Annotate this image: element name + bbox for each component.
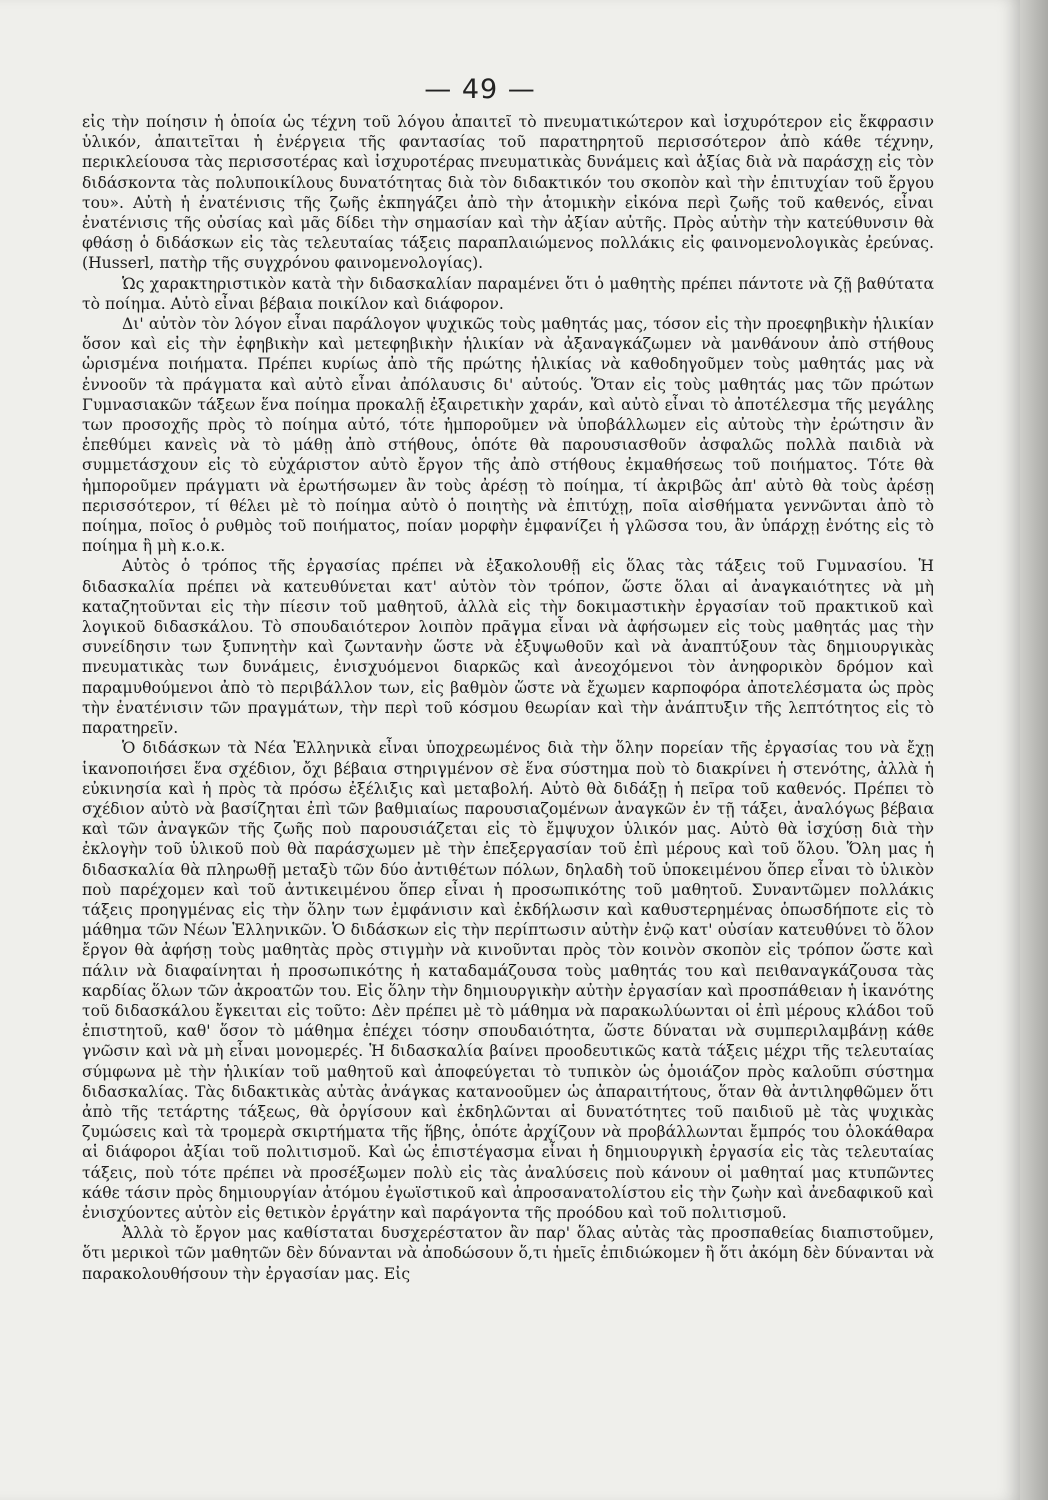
paragraph-5: Ὁ διδάσκων τὰ Νέα Ἑλληνικὰ εἶναι ὑποχρεωμένος διὰ τὴν ὅλην πορείαν τῆς ἐργασίας του νὰ ἔχῃ ἱκανοποιήσει ἕνα σχέδιον, ὄχι βέβαια στηριγμένον σὲ ἕνα σύστημα ποὺ τὸ διακρίνει ἡ στενότης, ἀλλὰ ἡ εὐκινησία καὶ ἡ πρὸς τὰ πρόσω ἐξέλιξις καὶ μεταβολή. Αὐτὸ θὰ διδάξῃ ἡ πεῖρα τοῦ καθενός. Πρέπει τὸ σχέδιον αὐτὸ νὰ βασίζηται ἐπὶ τῶν βαθμιαίως παρουσιαζομένων ἀναγκῶν ἐν τῇ τάξει, ἀναλόγως βέβαια καὶ τῶν ἀναγκῶν τῆς ζωῆς ποὺ παρουσιάζεται εἰς τὸ ἔμψυχον ὑλικόν μας. Αὐτὸ θὰ ἰσχύσῃ διὰ τὴν ἐκλογὴν τοῦ ὑλικοῦ ποὺ θὰ παράσχωμεν μὲ τὴν ἐπεξεργασίαν τοῦ ἐπὶ μέρους καὶ τοῦ ὅλου. Ὅλη μας ἡ διδασκαλία θὰ πληρωθῇ μεταξὺ τῶν δύο ἀντιθέτων πόλων, δηλαδὴ τοῦ ὑποκειμένου ὅπερ εἶναι τὸ ὑλικὸν ποὺ παρέχομεν καὶ τοῦ ἀντικειμένου ὅπερ εἶναι ἡ προσωπικότης τοῦ μαθητοῦ. Συναντῶμεν πολλάκις τάξεις προηγμένας εἰς τὴν ὅλην των ἐμφάνισιν καὶ ἐκδήλωσιν καὶ καθυστερημένας ὁπωσδήποτε εἰς τὸ μάθημα τῶν Νέων Ἑλληνικῶν. Ὁ διδάσκων εἰς τὴν περίπτωσιν αὐτὴν ἐνῷ κατ' οὐσίαν κατευθύνει τὸ ὅλον ἔργον θὰ ἀφήσῃ τοὺς μαθητὰς πρὸς στιγμὴν νὰ κινοῦνται πρὸς τὸν κοινὸν σκοπὸν εἰς τρόπον ὥστε καὶ πάλιν νὰ διαφαίνηται ἡ προσωπικότης ἡ καταδαμάζουσα τοὺς μαθητάς του καὶ πειθαναγκάζουσα τὰς καρδίας ὅλων τῶν ἀκροατῶν του. Εἰς ὅλην τὴν δημιουργικὴν αὐτὴν ἐργασίαν καὶ προσπάθειαν ἡ ἱκανότης τοῦ διδασκάλου ἔγκειται εἰς τοῦτο: Δὲν πρέπει μὲ τὸ μάθημα νὰ παρακωλύωνται οἱ ἐπὶ μέρους κλάδοι τοῦ ἐπιστητοῦ, καθ' ὅσον τὸ μάθημα ἐπέχει τόσην σπουδαιότητα, ὥστε δύναται νὰ συμπεριλαμβάνῃ κάθε γνῶσιν καὶ νὰ μὴ εἶναι μονομερές. Ἡ διδασκαλία βαίνει προοδευτικῶς κατὰ τάξεις μέχρι τῆς τελευταίας σύμφωνα μὲ τὴν ἡλικίαν τοῦ μαθητοῦ καὶ ἀποφεύγεται τὸ τυπικὸν ὡς ὁμοιάζον πρὸς καλοῦπι σύστημα διδασκαλίας. Τὰς διδακτικὰς αὐτὰς ἀνάγκας κατανοοῦμεν ὡς ἀπαραιτήτους, ὅταν θὰ ἀντιληφθῶμεν ὅτι ἀπὸ τῆς τετάρτης τάξεως, θὰ ὀργίσουν καὶ ἐκδηλῶνται αἱ δυνατότητες τοῦ παιδιοῦ μὲ τὰς ψυχικὰς ζυμώσεις καὶ τὰ τρομερὰ σκιρτήματα τῆς ἥβης, ὁπότε ἀρχίζουν νὰ προβάλλωνται ἔμπρός του ὁλοκάθαρα αἱ διάφοροι ἀξίαι τοῦ πολιτισμοῦ. Καὶ ὡς ἐπιστέγασμα εἶναι ἡ δημιουργικὴ ἐργασία εἰς τὰς τελευταίας τάξεις, ποὺ τότε πρέπει νὰ προσέξωμεν πολὺ εἰς τὰς ἀναλύσεις ποὺ κάνουν οἱ μαθηταί μας κτυπῶντες κάθε τάσιν πρὸς δημιουργίαν ἀτόμου ἐγωϊστικοῦ καὶ ἀπροσανατολίστου εἰς τὴν ζωὴν καὶ ἀνεδαφικοῦ καὶ ἐνισχύοντες αὐτὸν εἰς θετικὸν ἐργάτην καὶ παράγοντα τῆς προόδου καὶ τοῦ πολιτισμοῦ. [82,739,934,1222]
paragraph-2: Ὡς χαρακτηριστικὸν κατὰ τὴν διδασκαλίαν παραμένει ὅτι ὁ μαθητὴς πρέπει πάντοτε νὰ ζῇ βαθύτατα τὸ ποίημα. Αὐτὸ εἶναι βέβαια ποικίλον καὶ διάφορον. [82,274,934,313]
paragraph-1: εἰς τὴν ποίησιν ἡ ὁποία ὡς τέχνη τοῦ λόγου ἀπαιτεῖ τὸ πνευματικώτερον καὶ ἰσχυρότερον εἰς ἔκφρασιν ὑλικόν, ἀπαιτεῖται ἡ ἐνέργεια τῆς φαντασίας τοῦ παρατηρητοῦ περισσότερον ἀπὸ κάθε τέχνην, περικλείουσα τὰς περισσοτέρας καὶ ἰσχυροτέρας πνευματικὰς δυνάμεις καὶ ἀξίας διὰ νὰ παράσχῃ εἰς τὸν διδάσκοντα τὰς πολυποικίλους δυνατότητας διὰ τὸν διδακτικόν του σκοπὸν καὶ τὴν ἐπιτυχίαν τοῦ ἔργου του». Αὐτὴ ἡ ἐνατένισις τῆς ζωῆς ἐκπηγάζει ἀπὸ τὴν ἀτομικὴν εἰκόνα περὶ ζωῆς τοῦ καθενός, εἶναι ἐνατένισις τῆς οὐσίας καὶ μᾶς δίδει τὴν σημασίαν καὶ τὴν ἀξίαν αὐτῆς. Πρὸς αὐτὴν τὴν κατεύθυνσιν θὰ φθάσῃ ὁ διδάσκων εἰς τὰς τελευταίας τάξεις παραπλαιώμενος πολλάκις εἰς φαινομενολογικὰς ἐρεύνας. (Husserl, πατὴρ τῆς συγχρόνου φαινομενολογίας). [82,113,934,273]
paragraph-6: Ἀλλὰ τὸ ἔργον μας καθίσταται δυσχερέστατον ἂν παρ' ὅλας αὐτὰς τὰς προσπαθείας διαπιστοῦμεν, ὅτι μερικοὶ τῶν μαθητῶν δὲν δύνανται νὰ ἀποδώσουν ὅ,τι ἡμεῖς ἐπιδιώκομεν ἢ ὅτι ἀκόμη δὲν δύνανται νὰ παρακολουθήσουν τὴν ἐργασίαν μας. Εἰς [82,1224,934,1283]
paragraph-4: Αὐτὸς ὁ τρόπος τῆς ἐργασίας πρέπει νὰ ἐξακολουθῇ εἰς ὅλας τὰς τάξεις τοῦ Γυμνασίου. Ἡ διδασκαλία πρέπει νὰ κατευθύνεται κατ' αὐτὸν τὸν τρόπον, ὥστε ὅλαι αἱ ἀναγκαιότητες νὰ μὴ καταζητοῦνται εἰς τὴν πίεσιν τοῦ μαθητοῦ, ἀλλὰ εἰς τὴν δοκιμαστικὴν ἐργασίαν τοῦ πρακτικοῦ καὶ λογικοῦ διδασκάλου. Τὸ σπουδαιότερον λοιπὸν πρᾶγμα εἶναι νὰ ἀφήσωμεν εἰς τοὺς μαθητάς μας τὴν συνείδησιν των ξυπνητὴν καὶ ζωντανὴν ὥστε νὰ ἐξυψωθοῦν καὶ νὰ ἀναπτύξουν τὰς δημιουργικὰς πνευματικὰς των δυνάμεις, ἐνισχυόμενοι διαρκῶς καὶ ἀνεοχόμενοι τὸν ἀνηφορικὸν δρόμον καὶ παραμυθούμενοι ἀπὸ τὸ περιβάλλον των, εἰς βαθμὸν ὥστε νὰ ἔχωμεν καρποφόρα ἀποτελέσματα ὡς πρὸς τὴν ἐνατένισιν τῶν πραγμάτων, τὴν περὶ τοῦ κόσμου θεωρίαν καὶ τὴν ἀνάπτυξιν τῆς λεπτότητος εἰς τὸ παρατηρεῖν. [82,557,934,738]
paragraph-3: Δι' αὐτὸν τὸν λόγον εἶναι παράλογον ψυχικῶς τοὺς μαθητάς μας, τόσον εἰς τὴν προεφηβικὴν ἡλικίαν ὅσον καὶ εἰς τὴν ἐφηβικὴν καὶ μετεφηβικὴν ἡλικίαν νὰ ἀξαναγκάζωμεν νὰ μανθάνουν ἀπὸ στήθους ὡρισμένα ποιήματα. Πρέπει κυρίως ἀπὸ τῆς πρώτης ἡλικίας νὰ καθοδηγοῦμεν τοὺς μαθητάς μας νὰ ἐννοοῦν τὰ πράγματα καὶ αὐτὸ εἶναι ἀπόλαυσις δι' αὐτούς. Ὅταν εἰς τοὺς μαθητάς μας τῶν πρώτων Γυμνασιακῶν τάξεων ἕνα ποίημα προκαλῇ ἐξαιρετικὴν χαράν, καὶ αὐτὸ εἶναι τὸ ἀποτέλεσμα τῆς μεγάλης των προσοχῆς πρὸς τὸ ποίημα αὐτό, τότε ἠμποροῦμεν νὰ ὑποβάλλωμεν εἰς αὐτοὺς τὴν ἐρώτησιν ἂν ἐπεθύμει κανεὶς νὰ τὸ μάθῃ ἀπὸ στήθους, ὁπότε θὰ παρουσιασθοῦν ἀσφαλῶς πολλὰ παιδιὰ νὰ συμμετάσχουν εἰς τὸ εὐχάριστον αὐτὸ ἔργον τῆς ἀπὸ στήθους ἐκμαθήσεως τοῦ ποιήματος. Τότε θὰ ἠμποροῦμεν πράγματι νὰ ἐρωτήσωμεν ἂν τοὺς ἀρέσῃ τὸ ποίημα, τί ἀκριβῶς ἀπ' αὐτὸ θὰ τοὺς ἀρέσῃ περισσότερον, τί θέλει μὲ τὸ ποίημα αὐτὸ ὁ ποιητὴς νὰ ἐπιτύχῃ, ποῖα αἰσθήματα γεννῶνται ἀπὸ τὸ ποίημα, ποῖος ὁ ρυθμὸς τοῦ ποιήματος, ποίαν μορφὴν ἐμφανίζει ἡ γλῶσσα του, ἂν ὑπάρχῃ ἑνότης εἰς τὸ ποίημα ἢ μὴ κ.ο.κ. [82,315,934,556]
page-number: — 49 — [424,74,536,105]
page-edge [1020,0,1048,1500]
body-text [82,112,934,1284]
